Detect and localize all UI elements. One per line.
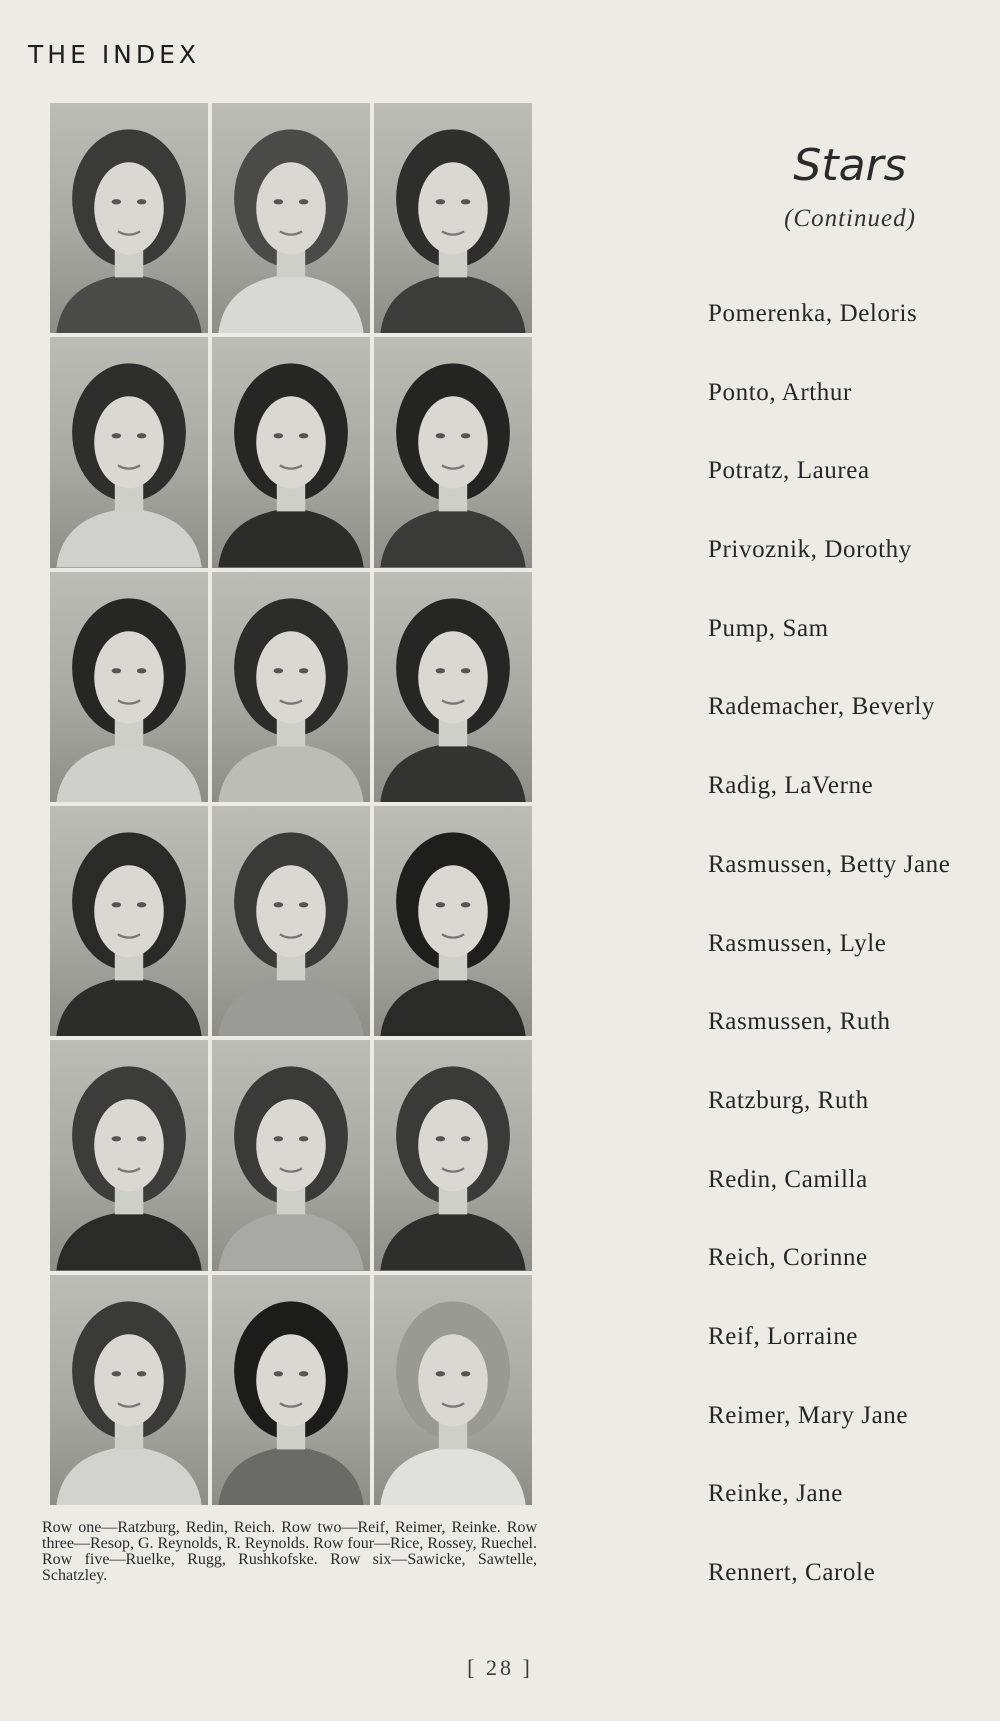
portrait-photo <box>212 1040 370 1270</box>
portrait-photo <box>50 806 208 1036</box>
portrait-photo <box>212 1275 370 1505</box>
portrait-photo <box>374 806 532 1036</box>
portrait-photo <box>212 103 370 333</box>
name-item: Rasmussen, Lyle <box>708 929 887 957</box>
name-item: Reich, Corinne <box>708 1244 868 1272</box>
portrait-grid <box>50 103 532 1505</box>
portrait-photo <box>374 1275 532 1505</box>
portrait-photo <box>50 337 208 567</box>
portrait-photo <box>212 337 370 567</box>
page-header: THE INDEX <box>28 40 201 69</box>
portrait-photo <box>50 1275 208 1505</box>
name-item: Ratzburg, Ruth <box>708 1086 869 1114</box>
name-item: Pomerenka, Deloris <box>708 300 918 327</box>
name-item: Potratz, Laurea <box>708 457 870 485</box>
portrait-photo <box>212 806 370 1036</box>
name-item: Reimer, Mary Jane <box>708 1401 909 1429</box>
photo-caption: Row one—Ratzburg, Redin, Reich. Row two—Reif, Reimer, Reinke. Row three—Resop, G. Reynolds, R. Reynolds. Row four—Rice, Rossey, Ruechel. Row five—Ruelke, Rugg, Rushkofske. Row six—Sawicke, Sawtelle, Schatzley. <box>42 1519 537 1584</box>
portrait-photo <box>374 572 532 802</box>
name-item: Redin, Camilla <box>708 1165 868 1193</box>
portrait-photo <box>374 103 532 333</box>
name-item: Pump, Sam <box>708 614 829 642</box>
page-number: [ 28 ] <box>467 1655 533 1680</box>
name-item: Reinke, Jane <box>708 1480 843 1508</box>
portrait-photo <box>374 337 532 567</box>
portrait-photo <box>50 1040 208 1270</box>
portrait-photo <box>50 103 208 333</box>
portrait-photo <box>50 572 208 802</box>
name-item: Rasmussen, Ruth <box>708 1008 891 1036</box>
name-item: Rasmussen, Betty Jane <box>708 850 951 878</box>
portrait-photo <box>374 1040 532 1270</box>
name-item: Reif, Lorraine <box>708 1322 859 1350</box>
name-item: Radig, LaVerne <box>708 772 874 800</box>
section-title: Stars <box>793 140 907 191</box>
name-list <box>708 300 950 1638</box>
name-item: Ponto, Arthur <box>708 378 852 406</box>
portrait-photo <box>212 572 370 802</box>
section-subtitle: (Continued) <box>784 205 916 232</box>
name-item: Rennert, Carole <box>708 1559 876 1586</box>
name-item: Rademacher, Beverly <box>708 693 935 721</box>
name-item: Privoznik, Dorothy <box>708 536 912 564</box>
